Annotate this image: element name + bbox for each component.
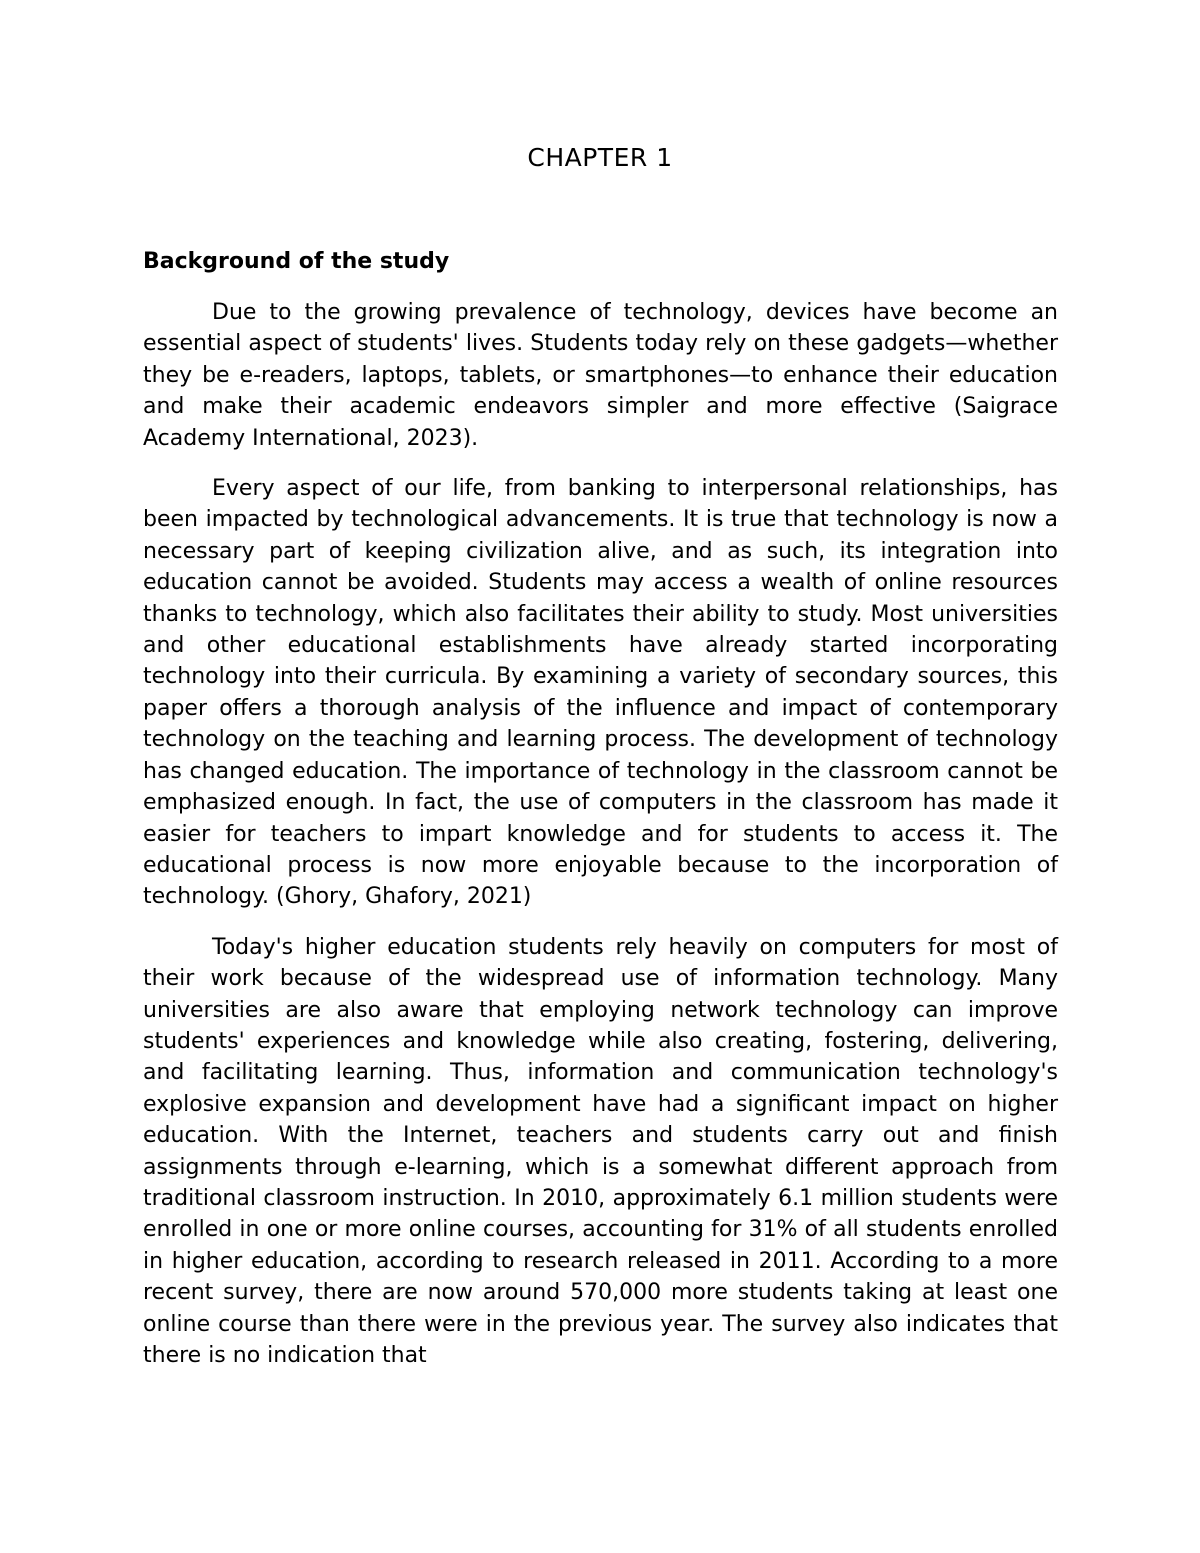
paragraph-3: Today's higher education students rely heavily on computers for most of their work because of the widespread use of information technology. Many universities are also aware that employing network technology can improve students' experiences and knowledge while also creating, fostering, delivering, and facilitating learning. Thus, information and communication technology's explosive expansion and development have had a significant impact on higher education. With the Internet, teachers and students carry out and finish assignments through e-learning, which is a somewhat different approach from traditional classroom instruction. In 2010, approximately 6.1 million students were enrolled in one or more online courses, accounting for 31% of all students enrolled in higher education, according to research released in 2011. According to a more recent survey, there are now around 570,000 more students taking at least one online course than there were in the previous year. The survey also indicates that there is no indication that xyxy=(143,934,1058,1368)
section-heading: Background of the study xyxy=(143,249,450,274)
paragraph-2: Every aspect of our life, from banking to interpersonal relationships, has been impacted by technological advancements. It is true that technology is now a necessary part of keeping civilization alive, and as such, its integration into education cannot be avoided. Students may access a wealth of online resources thanks to technology, which also facilitates their ability to study. Most universities and other educational establishments have already started incorporating technology into their curricula. By examining a variety of secondary sources, this paper offers a thorough analysis of the influence and impact of contemporary technology on the teaching and learning process. The development of technology has changed education. The importance of technology in the classroom cannot be emphasized enough. In fact, the use of computers in the classroom has made it easier for teachers to impart knowledge and for students to access it. The educational process is now more enjoyable because to the incorporation of technology. (Ghory, Ghafory, 2021) xyxy=(143,476,1058,910)
document-body xyxy=(143,297,1058,1390)
chapter-title: CHAPTER 1 xyxy=(527,143,673,172)
paragraph-1: Due to the growing prevalence of technology, devices have become an essential aspect of students' lives. Students today rely on these gadgets—whether they be e-readers, laptops, tablets, or smartphones—to enhance their education and make their academic endeavors simpler and more effective (Saigrace Academy International, 2023). xyxy=(143,300,1058,451)
